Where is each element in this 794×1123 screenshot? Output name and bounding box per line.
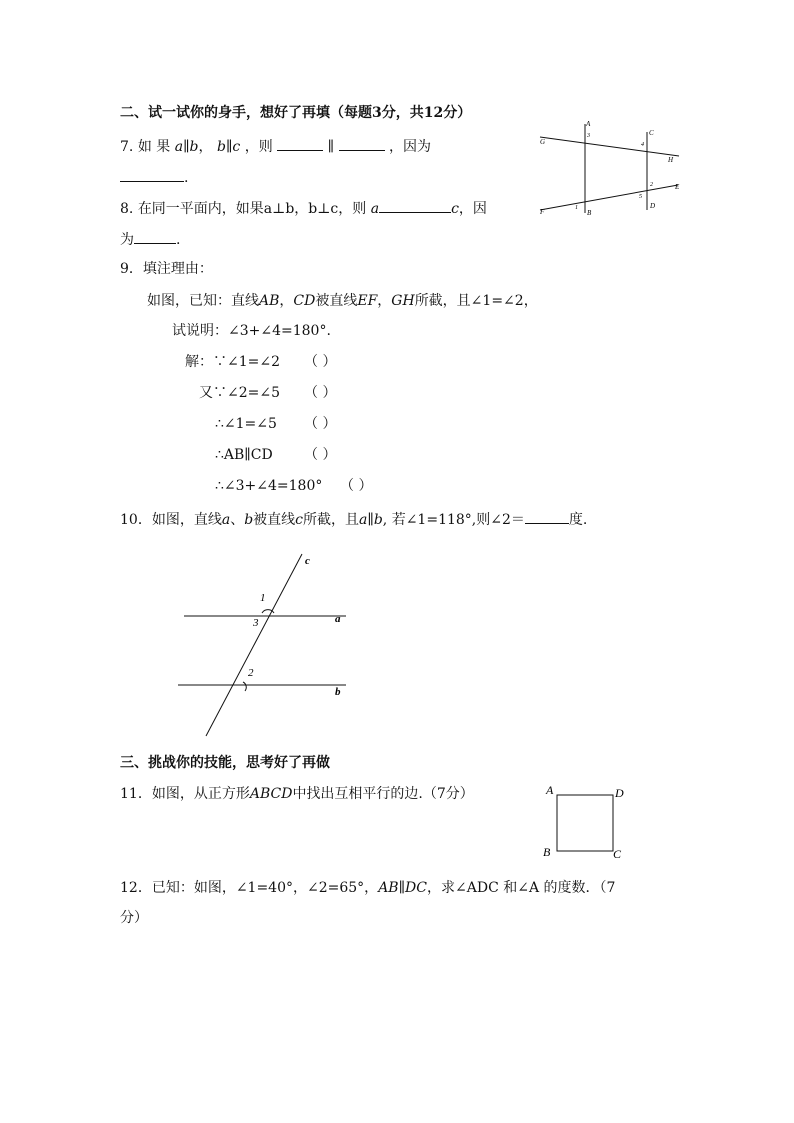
proof-reason[interactable]: （ ）	[304, 354, 337, 370]
question-8-line2: 为 .	[120, 229, 180, 249]
proof-reason[interactable]: （ ）	[304, 447, 337, 463]
question-9-given: 如图，已知：直线AB，CD被直线EF，GH所截，且∠1=∠2，	[147, 293, 538, 309]
proof-step: 又∵∠2=∠5	[199, 385, 281, 401]
fig2-label-c: c	[305, 555, 310, 567]
fig1-label: C	[649, 129, 654, 137]
answer-blank[interactable]	[120, 167, 184, 182]
fig1-label: 3	[587, 133, 590, 139]
proof-step: ∴AB∥CD	[215, 447, 273, 463]
question-10: 10．如图，直线a、b被直线c所截，且a∥b, 若∠1=118°,则∠2＝ 度.	[120, 509, 587, 529]
fig2-label-2: 2	[248, 667, 254, 679]
fig1-label: 5	[639, 194, 642, 200]
fig1-label: 4	[641, 142, 644, 148]
fig3-label-a: A	[546, 783, 554, 797]
line-gh	[540, 137, 679, 156]
fig2-label-a: a	[335, 613, 341, 625]
fig2-label-3: 3	[253, 617, 259, 629]
fig1-label: 2	[650, 182, 653, 188]
answer-blank[interactable]	[525, 509, 569, 524]
proof-reason[interactable]: （ ）	[304, 385, 337, 401]
fig3-label-c: C	[613, 847, 622, 861]
question-9: 9．填注理由：	[120, 261, 213, 277]
proof-step: ∴∠1=∠5	[215, 416, 277, 432]
question-7: 7. 如 果 a∥b， b∥c ，则 ∥ ，因为	[120, 136, 431, 156]
fig1-label: 1	[575, 205, 578, 211]
proof-step: ∴∠3+∠4=180°	[215, 478, 323, 494]
fig1-label: H	[668, 156, 674, 164]
answer-blank[interactable]	[379, 198, 451, 213]
figure-square-abcd	[540, 780, 630, 862]
square	[557, 795, 613, 851]
figure-parallel-lines-transversals	[535, 118, 685, 218]
fig1-label: B	[587, 209, 592, 217]
fig1-label: D	[650, 202, 656, 210]
question-9-prove: 试说明：∠3+∠4=180°.	[172, 323, 331, 339]
fig3-label-b: B	[543, 845, 551, 859]
fig1-label: F	[540, 208, 545, 216]
fig2-label-1: 1	[260, 592, 266, 604]
question-12-line2: 分）	[120, 910, 148, 926]
section-heading-2: 二、试一试你的身手，想好了再填（每题3分，共12分）	[120, 105, 472, 121]
fig1-label: E	[675, 183, 680, 191]
fig3-label-d: D	[615, 786, 624, 800]
line-c	[206, 554, 302, 736]
question-7-line2: .	[120, 167, 188, 187]
fig1-label: A	[586, 120, 591, 128]
answer-blank[interactable]	[339, 136, 385, 151]
question-8: 8. 在同一平面内，如果a⊥b，b⊥c，则 a c，因	[120, 198, 487, 218]
figure-parallel-lines-transversal-c	[170, 550, 360, 740]
question-11: 11．如图，从正方形ABCD中找出互相平行的边.（7分）	[120, 786, 474, 802]
section-heading-3: 三、挑战你的技能，思考好了再做	[120, 755, 330, 771]
fig2-label-b: b	[335, 686, 341, 698]
fig1-label: G	[540, 138, 546, 146]
proof-reason[interactable]: （ ）	[340, 478, 373, 494]
proof-step: 解：∵∠1=∠2	[185, 354, 281, 370]
answer-blank[interactable]	[277, 136, 323, 151]
question-12: 12．已知：如图，∠1=40°，∠2=65°，AB∥DC，求∠ADC 和∠A 的度数．（7	[120, 880, 616, 896]
line-ef	[540, 185, 678, 210]
proof-reason[interactable]: （ ）	[304, 416, 337, 432]
angle-arc-2	[243, 682, 246, 691]
answer-blank[interactable]	[134, 229, 176, 244]
